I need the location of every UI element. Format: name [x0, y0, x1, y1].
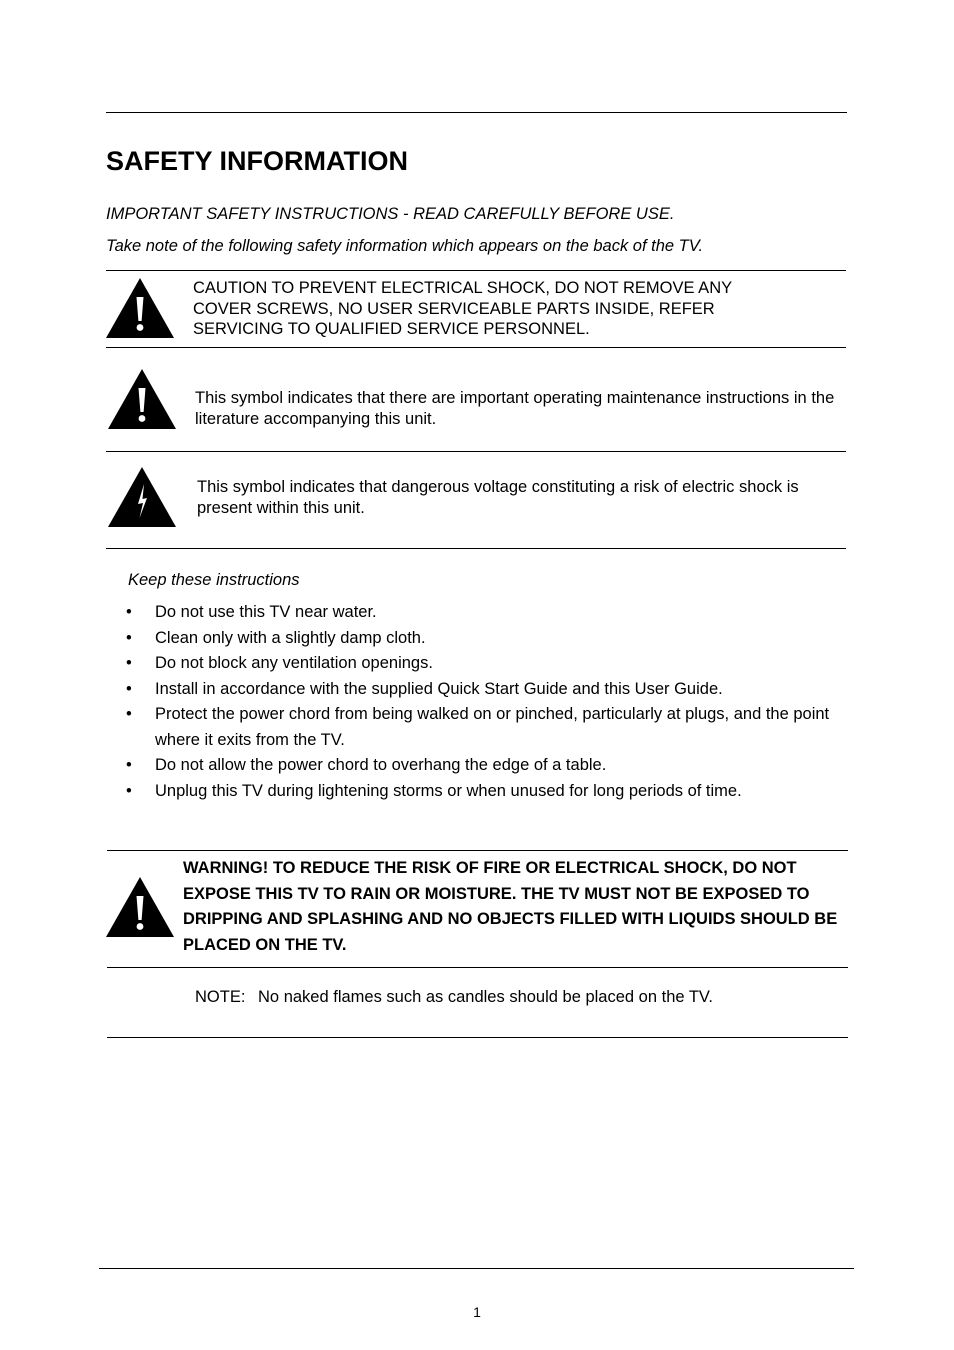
bullet-glyph: •	[126, 705, 132, 723]
list-item-text: Install in accordance with the supplied Quick Start Guide and this User Guide.	[155, 679, 723, 698]
list-item-text: Do not allow the power chord to overhang the edge of a table.	[155, 756, 607, 774]
list-item	[124, 600, 844, 626]
top-rule	[106, 112, 847, 113]
footer-rule	[99, 1268, 854, 1269]
page-number: 1	[473, 1304, 481, 1320]
caution-bottom-rule	[106, 347, 846, 348]
list-item-text: Do not block any ventilation openings.	[155, 654, 433, 672]
exclamation-triangle-icon	[105, 876, 175, 938]
important-instructions-subtitle: IMPORTANT SAFETY INSTRUCTIONS - READ CAREFULLY BEFORE USE.	[106, 205, 675, 223]
list-item	[124, 779, 844, 805]
warning-text: WARNING! TO REDUCE THE RISK OF FIRE OR ELECTRICAL SHOCK, DO NOT EXPOSE THIS TV TO RAIN OR MOISTURE. THE TV MUST NOT BE EXPOSED TO DRIPPING AND SPLASHING AND NO OBJECTS FILLED WITH LIQUIDS SHOULD BE PLACED ON THE TV.	[183, 859, 838, 955]
bullet-glyph: •	[126, 654, 132, 672]
lightning-triangle-icon	[107, 466, 177, 528]
warning-top-rule	[107, 850, 848, 851]
list-item	[124, 626, 844, 652]
list-item-text: Do not use this TV near water.	[155, 603, 377, 621]
list-item-text: Clean only with a slightly damp cloth.	[155, 628, 426, 647]
warning-bottom-rule	[107, 967, 848, 968]
bullet-glyph: •	[126, 756, 132, 774]
list-item	[124, 702, 844, 753]
note-line	[195, 988, 713, 1007]
dangerous-voltage-symbol-text: This symbol indicates that dangerous voltage constituting a risk of electric shock is present within this unit.	[197, 478, 799, 517]
keep-instructions-heading: Keep these instructions	[128, 571, 300, 589]
note-bottom-rule	[107, 1037, 848, 1038]
list-item	[124, 753, 844, 779]
instructions-list	[124, 600, 844, 804]
bullet-glyph: •	[126, 781, 132, 800]
caution-text: CAUTION TO PREVENT ELECTRICAL SHOCK, DO NOT REMOVE ANY COVER SCREWS, NO USER SERVICEABLE PARTS INSIDE, REFER SERVICING TO QUALIFIED SERVICE PERSONNEL.	[193, 279, 732, 338]
page-title: SAFETY INFORMATION	[106, 146, 408, 176]
exclamation-triangle-icon	[105, 277, 175, 339]
note-label: NOTE:	[195, 988, 246, 1006]
note-text: No naked flames such as candles should be placed on the TV.	[258, 988, 713, 1006]
bullet-glyph: •	[126, 679, 132, 698]
exclamation-triangle-icon	[107, 368, 177, 430]
list-item-text: Unplug this TV during lightening storms or when unused for long periods of time.	[155, 781, 742, 800]
bullet-glyph: •	[126, 628, 132, 647]
list-item	[124, 677, 844, 703]
back-of-tv-subtitle: Take note of the following safety information which appears on the back of the TV.	[106, 237, 704, 255]
bullet-glyph: •	[126, 603, 132, 621]
important-instructions-symbol-text: This symbol indicates that there are important operating maintenance instructions in the literature accompanying this unit.	[195, 389, 835, 428]
caution-top-rule	[106, 270, 846, 271]
symbol2-bottom-rule	[106, 548, 846, 549]
list-item-text: Protect the power chord from being walked on or pinched, particularly at plugs, and the point where it exits from the TV.	[155, 705, 830, 749]
list-item	[124, 651, 844, 677]
symbol1-bottom-rule	[106, 451, 846, 452]
